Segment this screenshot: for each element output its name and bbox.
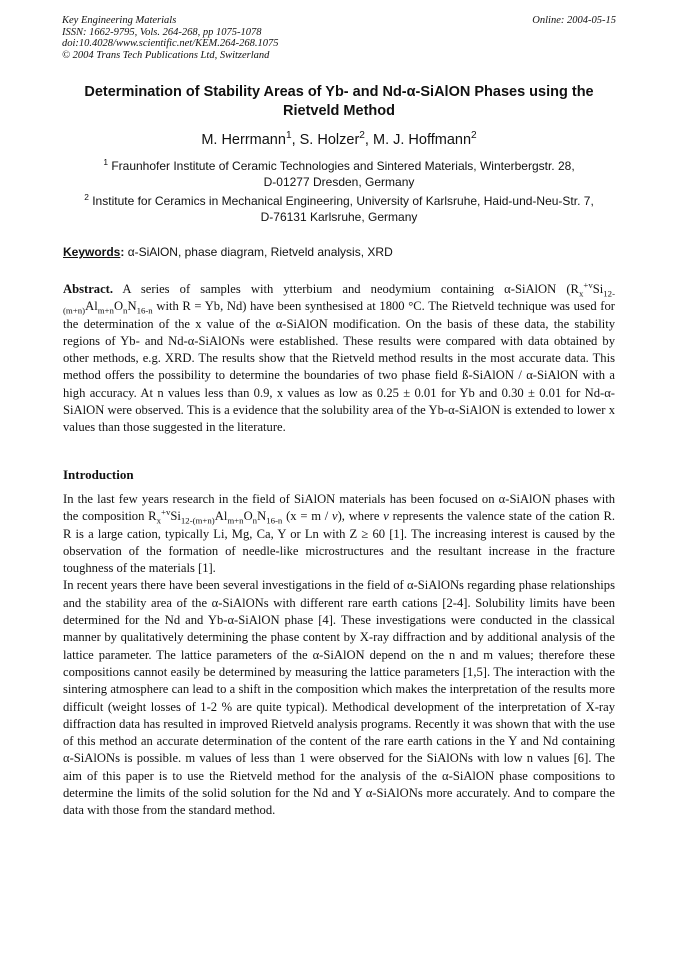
author-3-affiliation-mark: 2: [471, 130, 477, 142]
author-separator: ,: [291, 132, 300, 148]
paper-title: Determination of Stability Areas of Yb- and Nd-α-SiAlON Phases using the Rietveld Method: [84, 84, 594, 119]
journal-name: Key Engineering Materials: [62, 15, 177, 26]
affiliation-2-line-1: Institute for Ceramics in Mechanical Engineering, University of Karlsruhe, Haid-und-Neu-Str. 7,: [88, 194, 594, 208]
formula-subscript: n: [123, 305, 128, 316]
formula-element: O: [113, 299, 124, 314]
paragraph-text: In the last few years research in the field of SiAlON materials has been focused on α-SiAlON phases with the composition R: [63, 492, 615, 524]
doi-line: doi:10.4028/www.scientific.net/KEM.264-268.1075: [62, 38, 279, 49]
formula-superscript: +v: [583, 279, 593, 290]
author-1: M. Herrmann: [201, 132, 286, 148]
formula-element: Al: [85, 299, 98, 314]
formula-subscript: 16-n: [136, 305, 153, 316]
journal-header: [62, 15, 616, 61]
affiliation-1: [60, 158, 618, 190]
affiliation-2: [60, 193, 618, 225]
affiliation-1-line-2: D-01277 Dresden, Germany: [263, 175, 415, 189]
introduction-body: [63, 491, 615, 820]
variable-v: v: [332, 509, 338, 524]
author-3: M. J. Hoffmann: [372, 132, 472, 148]
formula-subscript: 12-(m+n): [63, 288, 615, 316]
abstract-text-start: A series of samples with ytterbium and neodymium containing α-SiAlON (R: [113, 282, 579, 296]
paragraph-text: (x = m /: [282, 509, 332, 524]
formula-element: O: [243, 509, 253, 524]
formula-element: N: [127, 299, 137, 314]
author-2-affiliation-mark: 2: [359, 130, 365, 142]
author-list: [60, 131, 618, 149]
formula-element: Si: [592, 282, 604, 296]
formula-element: Al: [214, 509, 228, 524]
author-2: S. Holzer: [299, 132, 360, 148]
introduction-paragraph-1: [63, 491, 615, 577]
formula-element: Si: [170, 509, 181, 524]
copyright-line: © 2004 Trans Tech Publications Ltd, Switzerland: [62, 49, 270, 61]
issn-line: ISSN: 1662-9795, Vols. 264-268, pp 1075-1078: [62, 26, 262, 38]
affiliation-2-number: 2: [84, 192, 89, 202]
formula-subscript: x: [578, 288, 584, 299]
variable-v: v: [383, 509, 389, 524]
introduction-paragraph-2: In recent years there have been several investigations in the field of α-SiAlONs regarding phase relationships and the stability area of the α-SiAlONs with different rare earth cations [2-4]. Solubility limits have been determined for the Nd and Yb-α-SiAlON phase [4]. These investigations were conducted in the classical manner by qualitatively determining the phase content by X-ray diffraction and by additional analysis of the lattice parameter. The lattice parameters of the α-SiAlON depend on the n and m values; therefore these compositions cannot easily be determined by measuring the lattice parameters [1,5]. The interaction with the sintering atmosphere can lead to a shift in the composition which makes the interpretation of the results more difficult (weight losses of 1-2 % are quite typical). Methodical development of the interpretation of X-ray diffraction data has resulted in improved Rietveld analysis programs. Recently it was shown that with the use of this method an accurate determination of the content of the rare earth cations in the Y and Nd containing α-SiAlONs is possible. m values of less than 1 were observed for the SiAlONs with low n values [6]. The aim of this paper is to use the Rietveld method for the analysis of the α-SiAlON phase compositions to determine the limits of the solid solution for the Nd and Y α-SiAlONs more accurately. And to compare the data with those from the standard method.: [63, 578, 615, 818]
paragraph-text: represents the valence state of the cation R. R is a large cation, typically Li, Mg, Ca, Y or Ln with Z ≥ 60 [1]. The increasing interest is caused by the observation of the formation of needle-like microstructures and the resultant increase in the fracture toughness of the materials [1].: [63, 509, 615, 576]
keywords-label: Keywords: [63, 245, 121, 259]
section-heading-introduction: Introduction: [63, 467, 134, 482]
formula-subscript: x: [156, 515, 161, 526]
formula-subscript: n: [252, 515, 258, 526]
abstract-text-rest: with R = Yb, Nd) have been synthesised at 1800 °C. The Rietveld technique was used for the determination of the x value of the α-SiAlON modification. On the basis of these data, the stability regions of Yb- and Nd-α-SiAlONs were established. These results were compared with data obtained by other methods, e.g. XRD. The results show that the Rietveld method results in the most accurate data. This method offers the possibility to determine the boundaries of two phase field ß-SiAlON / α-SiAlON with a high accuracy. At n values less than 0.9, x values as low as 0.25 ± 0.01 for Yb and 0.30 ± 0.01 for Nd-α-SiAlON were observed. This is a evidence that the solubility area of the Yb-α-SiAlON is extended to lower x values than those suggested in the literature.: [63, 299, 615, 435]
affiliation-1-line-1: Fraunhofer Institute of Ceramic Technologies and Sintered Materials, Winterbergstr. 28,: [107, 159, 575, 173]
formula-subscript: m+n: [97, 305, 114, 316]
abstract: [63, 281, 615, 437]
author-separator: ,: [364, 132, 373, 148]
online-date: Online: 2004-05-15: [532, 15, 616, 26]
keywords-text: α-SiAlON, phase diagram, Rietveld analysis, XRD: [124, 245, 393, 259]
formula-element: N: [257, 509, 267, 524]
keywords: [63, 244, 615, 260]
affiliation-2-line-2: D-76131 Karlsruhe, Germany: [260, 210, 418, 224]
formula-subscript: 12-(m+n): [180, 515, 215, 526]
affiliation-1-number: 1: [103, 157, 108, 167]
formula-subscript: m+n: [227, 515, 244, 526]
paragraph-text: ), where: [337, 509, 384, 524]
author-1-affiliation-mark: 1: [285, 130, 292, 142]
formula-subscript: 16-n: [266, 515, 283, 526]
abstract-label: Abstract.: [63, 282, 114, 296]
formula-superscript: +v: [160, 507, 171, 518]
keywords-colon: :: [120, 245, 125, 259]
